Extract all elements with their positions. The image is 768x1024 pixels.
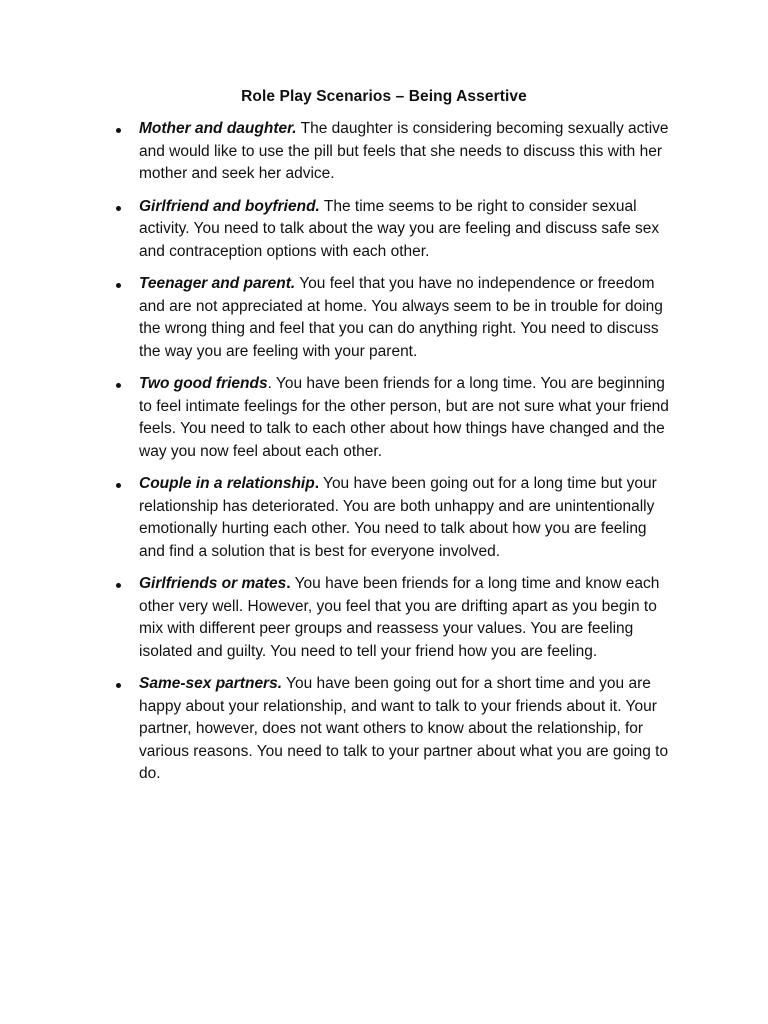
bullet-icon [116, 128, 121, 133]
scenario-heading: Girlfriend and boyfriend. [139, 197, 320, 215]
scenario-heading-punct: . [286, 575, 291, 592]
scenario-text: You feel that you have no independence or freedom and are not appreciated at home. You always seem to be in trouble for doing the wrong thing and feel that you can do anything right. You need to discuss the way you are feeling with your parent. [139, 275, 663, 360]
bullet-icon [116, 283, 121, 288]
scenario-text: You have been friends for a long time and know each other very well. However, you feel that you are drifting apart as you begin to mix with different peer groups and reassess your values. You are feeling isolated and guilty. You need to tell your friend how you are feeling. [139, 575, 660, 660]
scenario-text: You have been going out for a short time and you are happy about your relationship, and want to talk to your friends about it. Your partner, however, does not want others to know about the relationship, for various reasons. You need to talk to your partner about what you are going to do. [139, 675, 669, 782]
scenario-heading: Mother and daughter. [139, 120, 297, 137]
scenario-item [113, 473, 673, 563]
scenario-heading: Couple in a relationship [139, 475, 315, 492]
scenario-text: . You have been friends for a long time. You are beginning to feel intimate feelings for the other person, but are not sure what your friend feels. You need to talk to each other about how things have changed and the way you now feel about each other. [139, 375, 669, 460]
scenario-list [113, 118, 673, 796]
bullet-icon [116, 683, 121, 688]
bullet-icon [116, 483, 121, 488]
bullet-icon [116, 583, 121, 588]
scenario-heading: Two good friends [139, 375, 268, 392]
scenario-text: You have been going out for a long time but your relationship has deteriorated. You are both unhappy and are unintentionally emotionally hurting each other. You need to talk about how you are feeling and find a solution that is best for everyone involved. [139, 475, 657, 560]
scenario-text: The daughter is considering becoming sexually active and would like to use the pill but feels that she needs to discuss this with her mother and seek her advice. [139, 120, 669, 182]
document-title: Role Play Scenarios – Being Assertive [241, 88, 527, 105]
scenario-item [113, 573, 673, 663]
scenario-heading-punct: . [314, 475, 319, 492]
scenario-text: The time seems to be right to consider sexual activity. You need to talk about the way you are feeling and discuss safe sex and contraception options with each other. [139, 197, 660, 260]
scenario-heading: Girlfriends or mates [139, 575, 287, 592]
scenario-heading: Same-sex partners. [139, 675, 283, 692]
scenario-heading: Teenager and parent. [139, 275, 296, 292]
scenario-item [113, 673, 673, 786]
scenario-item [113, 118, 673, 186]
scenario-item [113, 196, 673, 264]
scenario-item [113, 273, 673, 363]
bullet-icon [116, 383, 121, 388]
bullet-icon [116, 206, 121, 211]
scenario-item [113, 373, 673, 463]
